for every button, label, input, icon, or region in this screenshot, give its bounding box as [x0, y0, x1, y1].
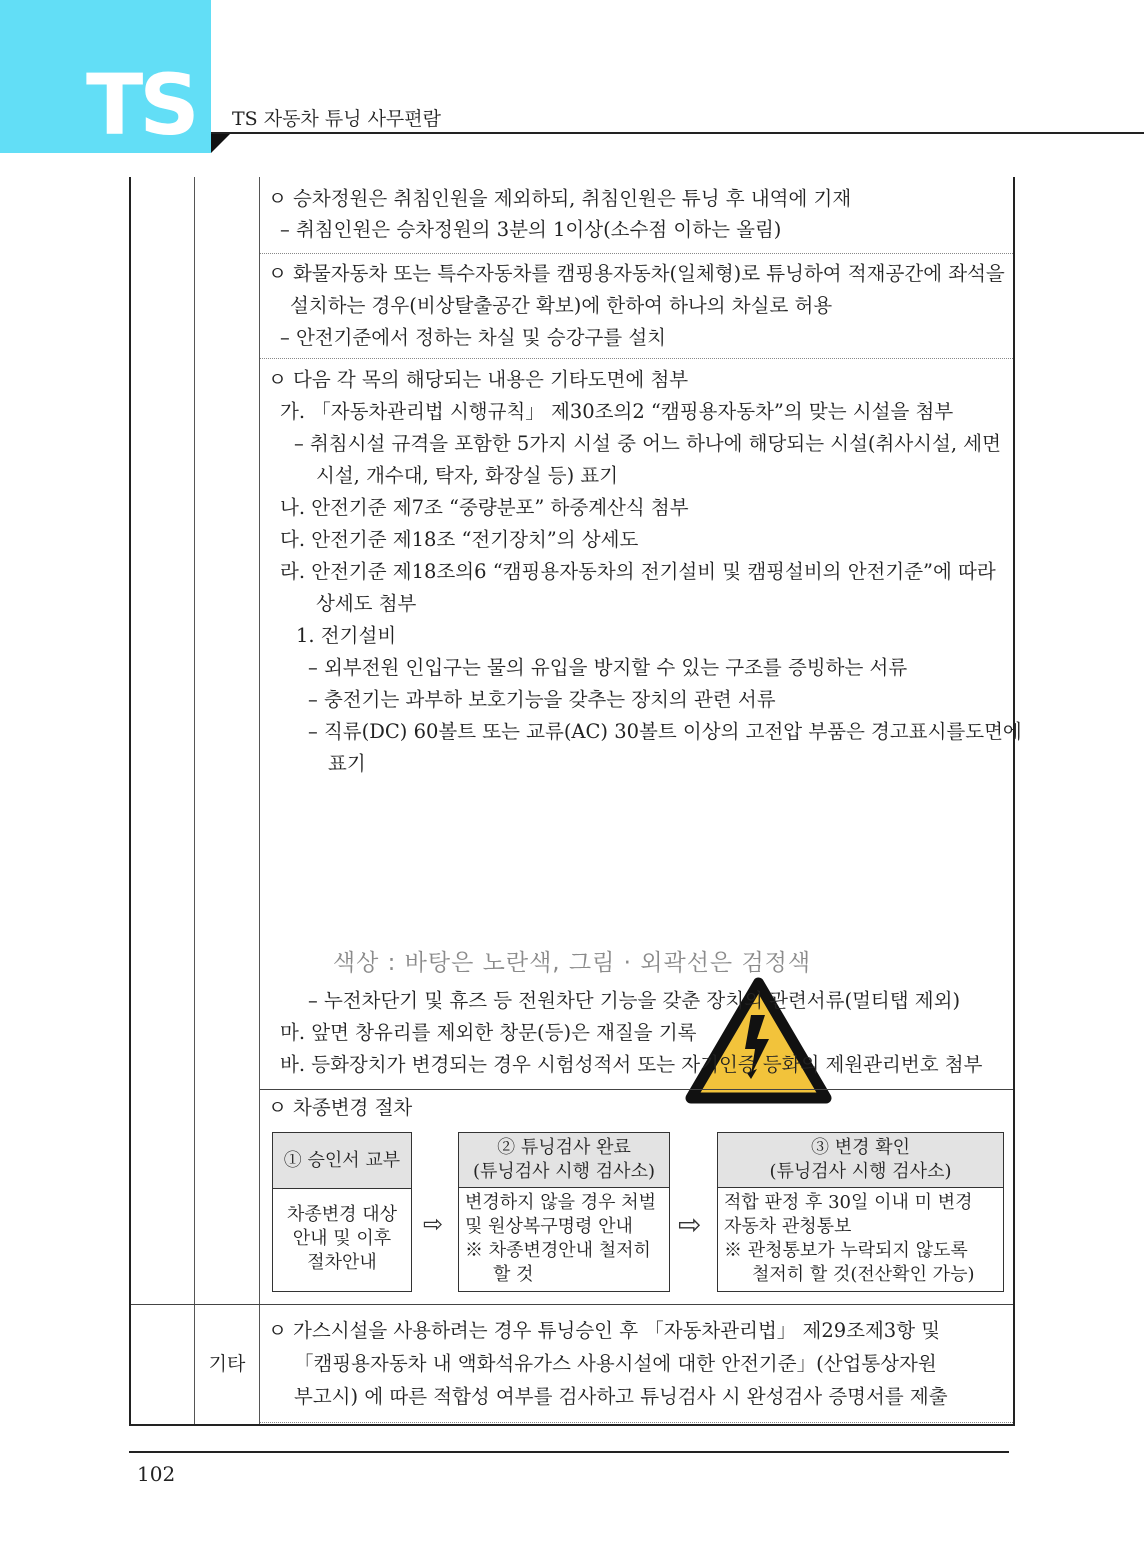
- step2-line: ※ 차종변경안내 철저히: [465, 1240, 651, 1261]
- content-table: [129, 177, 1022, 1426]
- step2-body: [465, 1191, 665, 1287]
- row-passenger-capacity: [260, 177, 1013, 253]
- row-text: 바. 등화장치가 변경되는 경우 시험성적서 또는 자기인증 등화의 제원관리번호 첨부: [280, 1053, 983, 1076]
- arrow-right-icon: ⇨: [678, 1208, 702, 1241]
- row-text: 「캠핑용자동차 내 액화석유가스 사용시설에 대한 안전기준」(산업통상자원: [294, 1352, 937, 1375]
- row-text: – 충전기는 과부하 보호기능을 갖추는 장치의 관련 서류: [308, 688, 776, 711]
- step2-head-line: (튜닝검사 시행 검사소): [473, 1161, 655, 1182]
- step2-line: 및 원상복구명령 안내: [465, 1216, 633, 1237]
- row-cargo-to-camping: [260, 254, 1013, 358]
- step1-line: 안내 및 이후: [292, 1228, 392, 1249]
- procedure-title: ㅇ 차종변경 절차: [268, 1096, 413, 1119]
- row-separator: [260, 1422, 1013, 1423]
- row-text: 설치하는 경우(비상탈출공간 확보)에 한하여 하나의 차실로 허용: [290, 294, 833, 317]
- header-title: TS 자동차 튜닝 사무편람: [232, 108, 441, 130]
- step3-line: 철저히 할 것(전산확인 가능): [752, 1264, 975, 1285]
- row-text: 가. 「자동차관리법 시행규칙」 제30조의2 “캠핑용자동차”의 맞는 시설을 첨부: [280, 400, 954, 423]
- row-text: – 외부전원 인입구는 물의 유입을 방지할 수 있는 구조를 증빙하는 서류: [308, 656, 908, 679]
- row-text: 상세도 첨부: [316, 592, 417, 615]
- step2-head-line: ② 튜닝검사 완료: [497, 1137, 631, 1158]
- step1-line: 차종변경 대상: [286, 1204, 398, 1225]
- step3-body: [724, 1191, 999, 1287]
- step2-line: 할 것: [493, 1264, 534, 1285]
- arrow-right-icon: ⇨: [423, 1210, 444, 1238]
- step3-head-line: ③ 변경 확인: [811, 1137, 910, 1158]
- step1-line: 절차안내: [307, 1252, 377, 1273]
- header-wedge: [211, 133, 231, 153]
- row-text: – 취침시설 규격을 포함한 5가지 시설 중 어느 하나에 해당되는 시설(취사시설, 세면: [294, 432, 1001, 455]
- row-text: – 취침인원은 승차정원의 3분의 1이상(소수점 이하는 올림): [280, 218, 782, 241]
- row-text: ㅇ 화물자동차 또는 특수자동차를 캠핑용자동차(일체형)로 튜닝하여 적재공간에 좌석을: [268, 262, 1005, 285]
- step2-box: [458, 1132, 670, 1292]
- row-type-change-procedure: [260, 1090, 1013, 1304]
- row-text: 시설, 개수대, 탁자, 화장실 등) 표기: [316, 464, 619, 487]
- row-text: ㅇ 가스시설을 사용하려는 경우 튜닝승인 후 「자동차관리법」 제29조제3항 및: [268, 1319, 941, 1342]
- row-label-other: 기타: [208, 1353, 246, 1375]
- step3-box: [717, 1132, 1004, 1292]
- step3-line: ※ 관청통보가 누락되지 않도록: [724, 1240, 968, 1261]
- row-text: – 직류(DC) 60볼트 또는 교류(AC) 30볼트 이상의 고전압 부품은 경고표시를도면에: [308, 720, 1022, 743]
- step3-head-line: (튜닝검사 시행 검사소): [769, 1161, 952, 1182]
- row-text: 다. 안전기준 제18조 “전기장치”의 상세도: [280, 528, 639, 551]
- column-divider: [194, 177, 195, 1424]
- step1-body: [273, 1203, 411, 1275]
- row-attached-drawings: [260, 359, 1022, 1089]
- row-text: – 안전기준에서 정하는 차실 및 승강구를 설치: [280, 326, 667, 349]
- step3-line: 적합 판정 후 30일 이내 미 변경: [724, 1192, 973, 1213]
- row-text: ㅇ 다음 각 목의 해당되는 내용은 기타도면에 첨부: [268, 368, 689, 391]
- step1-head: ① 승인서 교부: [273, 1133, 411, 1189]
- row-text: 마. 앞면 창유리를 제외한 창문(등)은 재질을 기록: [280, 1021, 697, 1044]
- row-text: 나. 안전기준 제7조 “중량분포” 하중계산식 첨부: [280, 496, 689, 519]
- row-gas-facility: [260, 1305, 1013, 1423]
- step3-head: [718, 1133, 1003, 1188]
- step2-line: 변경하지 않을 경우 처벌: [465, 1192, 657, 1213]
- row-text: 표기: [328, 752, 366, 775]
- row-text: ㅇ 승차정원은 취침인원을 제외하되, 취침인원은 튜닝 후 내역에 기재: [268, 187, 852, 210]
- step3-line: 자동차 관청통보: [724, 1216, 852, 1237]
- row-text: 부고시) 에 따른 적합성 여부를 검사하고 튜닝검사 시 완성검사 증명서를 제출: [294, 1385, 948, 1408]
- step1-box: [272, 1132, 412, 1292]
- page-number: 102: [137, 1462, 176, 1486]
- warning-caption: 색상 : 바탕은 노란색, 그림 · 외곽선은 검정색: [332, 950, 812, 976]
- ts-logo: TS: [86, 56, 196, 154]
- footer-rule: [129, 1451, 1009, 1453]
- row-text: 라. 안전기준 제18조의6 “캠핑용자동차의 전기설비 및 캠핑설비의 안전기준”에 따라: [280, 560, 996, 583]
- row-text: 1. 전기설비: [296, 624, 397, 647]
- step2-head: [459, 1133, 669, 1188]
- header-rule: [211, 132, 1144, 134]
- row-text: – 누전차단기 및 휴즈 등 전원차단 기능을 갖춘 장치의 관련서류(멀티탭 제외): [308, 989, 961, 1012]
